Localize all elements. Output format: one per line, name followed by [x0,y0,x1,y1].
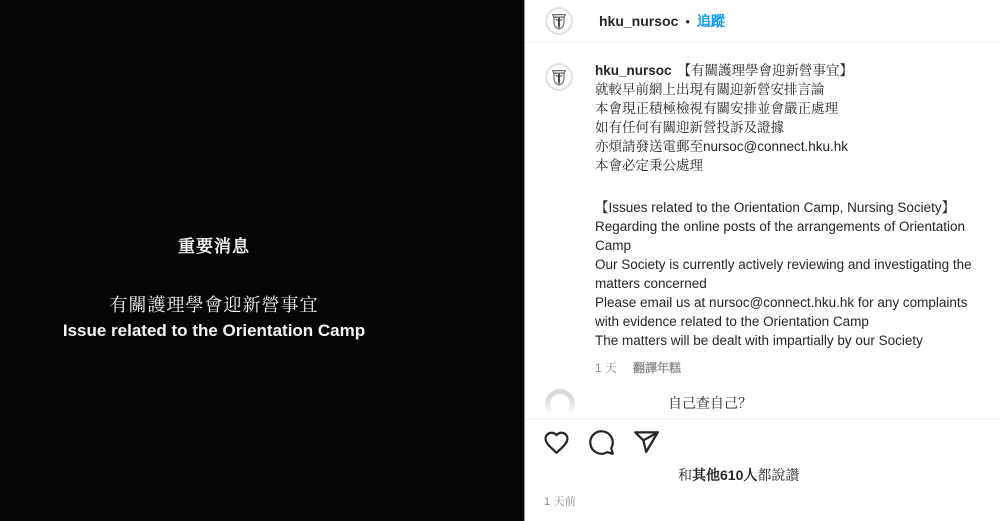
caption-username[interactable]: hku_nursoc [595,63,672,78]
caption-line: 如有任何有關迎新營投訴及證據 [595,120,784,135]
follow-button[interactable]: 追蹤 [696,13,725,29]
divider [525,419,1000,420]
action-bar [543,429,660,456]
share-button[interactable] [633,429,660,456]
image-headline: 重要消息 [178,237,250,256]
share-plane-icon [633,429,660,456]
header-username[interactable]: hku_nursoc [599,13,679,29]
caption-line [595,61,995,80]
caption-line: The matters will be dealt with impartially by our Society [595,333,923,348]
caption-society-crest-avatar[interactable] [545,63,573,91]
caption-line: 【Issues related to the Orientation Camp, Nursing Society】 [595,200,956,215]
post-image-text [0,232,428,341]
likes-summary[interactable] [678,465,799,485]
likes-prefix: 和 [678,467,692,483]
post-timestamp: 1 天前 [544,496,576,508]
comment-text: 自己查自己？ [668,395,752,411]
caption-line: Our Society is currently actively reviewing and investigating the [595,257,972,272]
header-separator-dot: • [685,13,690,29]
caption-meta [595,359,995,376]
society-crest-avatar[interactable] [545,7,573,35]
likes-count: 其他610人 [692,467,758,483]
crest-icon [546,64,572,90]
image-subtitle-en: Issue related to the Orientation Camp [62,321,366,340]
caption-line: 就較早前網上出現有關迎新營安排言論 [595,82,825,97]
caption-paragraph-gap [595,175,995,198]
comment-button[interactable] [588,429,615,456]
see-translation-button[interactable]: 翻譯年糕 [633,361,682,375]
caption-title: 【有關護理學會迎新營事宜】 [677,63,854,78]
like-button[interactable] [543,429,570,456]
caption-line: Please email us at nursoc@connect.hku.hk for any complaints [595,295,968,310]
likes-suffix: 都說讚 [757,467,800,483]
post-caption [595,61,995,376]
caption-line: Camp [595,238,632,253]
post-header [525,0,1000,43]
crest-icon [546,8,572,34]
caption-line: 本會現正積極檢視有關安排並會嚴正處理 [595,101,838,116]
avatar-fade-overlay [539,399,583,421]
caption-line: with evidence related to the Orientation Camp [595,314,869,329]
comment-bubble-icon [588,429,615,456]
caption-line: matters concerned [595,276,707,291]
post-details-panel [524,0,1000,521]
caption-age: 1 天 [595,361,618,375]
caption-line: Regarding the online posts of the arrangements of Orientation [595,219,965,234]
caption-line: 亦煩請發送電郵至nursoc@connect.hku.hk [595,139,849,154]
heart-icon [543,429,570,456]
image-subtitle-zh: 有關護理學會迎新營事宜 [109,295,319,315]
caption-line: 本會必定秉公處理 [595,158,703,173]
